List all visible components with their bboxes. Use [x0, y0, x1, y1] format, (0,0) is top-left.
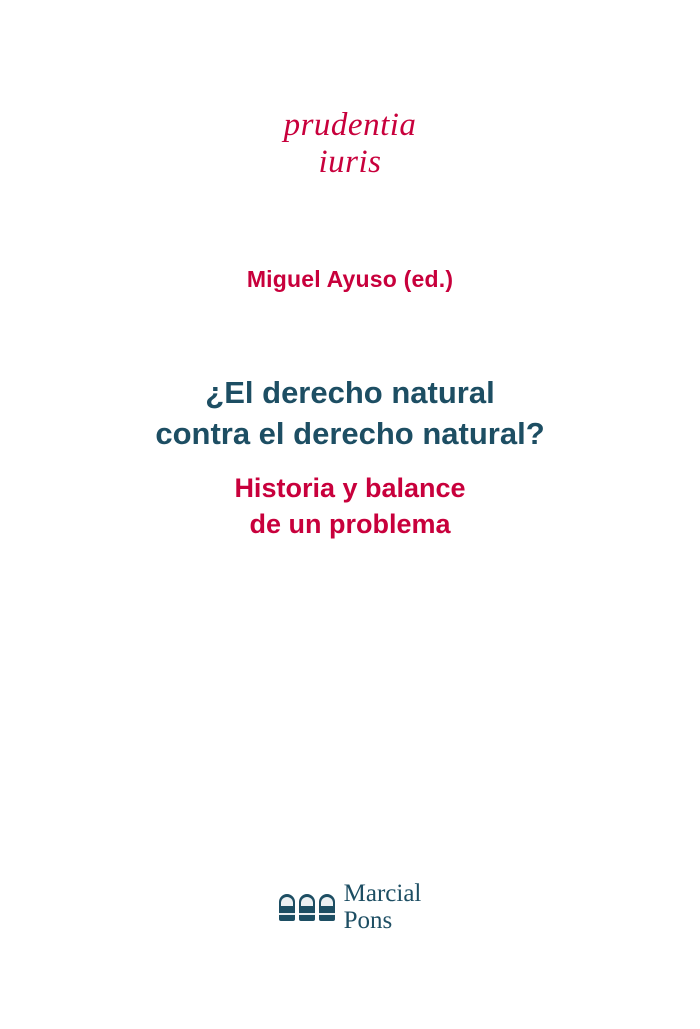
publisher-logo [0, 880, 700, 934]
book-title-line-1: ¿El derecho natural [205, 375, 495, 410]
book-subtitle-line-1: Historia y balance [234, 473, 466, 503]
collection-logo [0, 108, 700, 180]
book-subtitle [0, 470, 700, 543]
publisher-mark-1 [279, 894, 295, 921]
marcial-pons-three-marks-icon [279, 894, 335, 921]
book-title [0, 372, 700, 454]
book-subtitle-line-2: de un problema [249, 509, 451, 540]
collection-name-line-1: prudentia [283, 107, 417, 143]
publisher-name [344, 880, 422, 934]
publisher-mark-3 [319, 894, 335, 921]
book-title-line-2: contra el derecho natural? [155, 416, 545, 452]
publisher-name-line-1: Marcial [343, 880, 422, 907]
editor-name: Miguel Ayuso (ed.) [246, 266, 454, 292]
collection-name-line-2: iuris [318, 143, 382, 180]
publisher-mark-2 [299, 894, 315, 921]
publisher-name-line-2: Pons [343, 907, 393, 934]
